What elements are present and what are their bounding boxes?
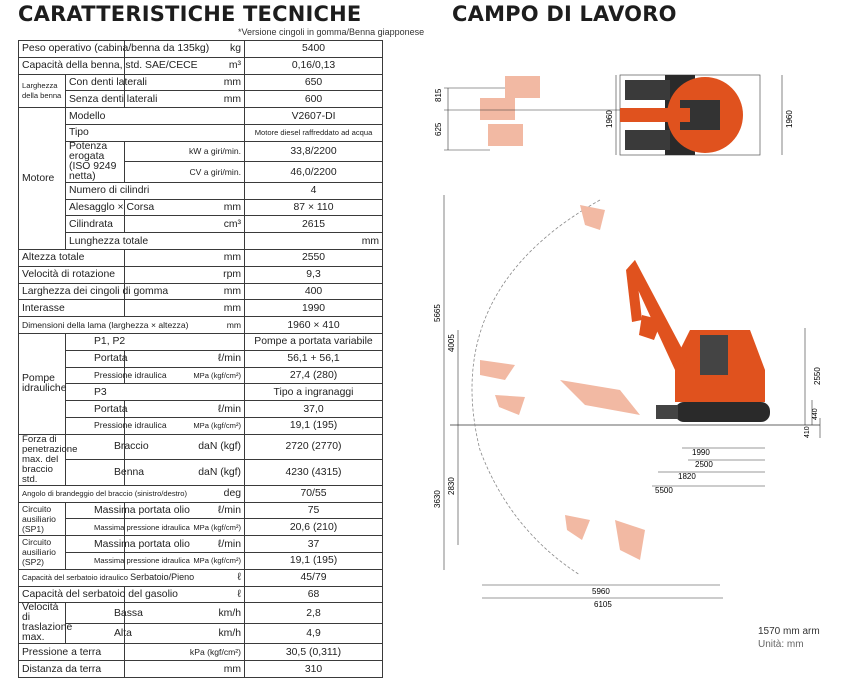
- row-value: 5400: [245, 41, 383, 58]
- row-unit: MPa (kgf/cm²): [125, 367, 245, 384]
- table-row: [19, 300, 383, 317]
- table-row: [19, 623, 383, 644]
- table-row: [19, 417, 383, 434]
- dim-4005: 4005: [447, 334, 456, 352]
- table-row: [19, 124, 383, 141]
- row-label: Massima pressione idraulica: [66, 552, 125, 569]
- row-label-text: Dimensioni della lama (larghezza × altezza): [22, 319, 189, 330]
- table-row: [19, 74, 383, 91]
- table-row: [19, 401, 383, 418]
- table-row: [19, 199, 383, 216]
- row-unit: daN (kgf): [125, 460, 245, 486]
- row-unit: kW a giri/min.: [125, 141, 245, 162]
- row-label: Alesagglo × Corsa: [66, 199, 125, 216]
- row-unit: ℓ: [237, 572, 242, 584]
- row-label: Peso operativo (cabina/benna da 135kg): [19, 41, 125, 58]
- row-unit: m³: [125, 57, 245, 74]
- top-view-excavator: [620, 75, 743, 155]
- table-row: [19, 141, 383, 162]
- group-label: Motore: [19, 108, 66, 250]
- version-note: *Versione cingoli in gomma/Benna giapponese: [238, 27, 425, 37]
- row-label: Portata: [66, 401, 125, 418]
- table-row: [19, 283, 383, 300]
- dim-815: 815: [434, 88, 443, 102]
- row-value: 4,9: [245, 623, 383, 644]
- row-value: 20,6 (210): [245, 519, 383, 536]
- row-value: Tipo a ingranaggi: [245, 384, 383, 401]
- row-value: 45/79: [245, 569, 383, 586]
- table-row: [19, 57, 383, 74]
- row-label: Larghezza dei cingoli di gomma: [19, 283, 125, 300]
- row-label: [19, 569, 245, 586]
- row-value: 70/55: [245, 485, 383, 502]
- row-value: V2607-DI: [245, 108, 383, 125]
- table-row: [19, 333, 383, 350]
- row-unit: MPa (kgf/cm²): [125, 519, 245, 536]
- row-label: Braccio: [66, 434, 125, 460]
- table-row: [19, 266, 383, 283]
- table-row: [19, 603, 383, 624]
- table-row: [19, 41, 383, 58]
- specs-title: CARATTERISTICHE TECNICHE: [18, 2, 362, 26]
- row-label: Portata: [66, 350, 125, 367]
- row-unit: ℓ: [125, 586, 245, 603]
- row-value: 56,1 + 56,1: [245, 350, 383, 367]
- row-value: Pompe a portata variabile: [245, 333, 383, 350]
- row-label: Capacità della benna, std. SAE/CECE: [19, 57, 125, 74]
- row-unit: km/h: [125, 623, 245, 644]
- table-row: [19, 586, 383, 603]
- row-label: Cilindrata: [66, 216, 125, 233]
- row-unit: mm: [226, 319, 242, 330]
- row-label: P1, P2: [66, 333, 245, 350]
- dim-5500: 5500: [655, 486, 673, 495]
- row-value: 0,16/0,13: [245, 57, 383, 74]
- table-row: [19, 552, 383, 569]
- row-value: 68: [245, 586, 383, 603]
- row-label: Pressione idraulica: [66, 367, 125, 384]
- row-value: 37,0: [245, 401, 383, 418]
- row-unit: mm: [245, 233, 383, 250]
- row-value: 2550: [245, 249, 383, 266]
- group-label: Larghezza della benna: [19, 74, 66, 108]
- dim-5960: 5960: [592, 587, 610, 596]
- dim-5665: 5665: [433, 304, 442, 322]
- row-label: Modello: [66, 108, 245, 125]
- row-unit: mm: [125, 283, 245, 300]
- row-value: 1990: [245, 300, 383, 317]
- row-value: 75: [245, 502, 383, 519]
- table-row: [19, 536, 383, 553]
- dim-625: 625: [434, 122, 443, 136]
- dim-1990: 1990: [692, 448, 710, 457]
- row-label: Massima portata olio: [66, 536, 125, 553]
- footnote: [758, 625, 820, 651]
- row-label: Pressione a terra: [19, 644, 125, 661]
- table-row: [19, 384, 383, 401]
- group-label: Velocità di traslazione max.: [19, 603, 66, 644]
- row-label: Benna: [66, 460, 125, 486]
- table-row: [19, 644, 383, 661]
- row-value: 600: [245, 91, 383, 108]
- row-label: P3: [66, 384, 245, 401]
- row-unit: MPa (kgf/cm²): [125, 417, 245, 434]
- table-row: [19, 233, 383, 250]
- work-range-drawing: [420, 30, 840, 620]
- row-value: 9,3: [245, 266, 383, 283]
- row-label: Capacità del serbatoio del gasolio: [19, 586, 125, 603]
- row-value: 310: [245, 661, 383, 678]
- row-unit: mm: [125, 249, 245, 266]
- table-row: [19, 485, 383, 502]
- row-unit: kPa (kgf/cm²): [125, 644, 245, 661]
- row-label: [19, 317, 245, 334]
- row-value: 1960 × 410: [245, 317, 383, 334]
- dim-410: 410: [804, 426, 811, 438]
- table-row: [19, 317, 383, 334]
- row-value: 87 × 110: [245, 199, 383, 216]
- table-row: [19, 91, 383, 108]
- row-label: Massima pressione idraulica: [66, 519, 125, 536]
- row-value: 30,5 (0,311): [245, 644, 383, 661]
- row-unit: MPa (kgf/cm²): [125, 552, 245, 569]
- dim-440: 440: [812, 408, 819, 420]
- table-row: [19, 434, 383, 460]
- row-value: Motore diesel raffreddato ad acqua: [245, 124, 383, 141]
- top-view-ghost-buckets: [480, 76, 540, 146]
- table-row: [19, 519, 383, 536]
- row-unit: daN (kgf): [125, 434, 245, 460]
- row-label: Distanza da terra: [19, 661, 125, 678]
- group-label: Forza di penetrazione max. del braccio std.: [19, 434, 66, 485]
- dim-2550: 2550: [813, 367, 822, 385]
- units-note: Unità: mm: [758, 639, 804, 650]
- row-unit: deg: [223, 488, 242, 500]
- row-unit: rpm: [125, 266, 245, 283]
- row-unit: CV a giri/min.: [125, 162, 245, 183]
- row-label: Interasse: [19, 300, 125, 317]
- row-value: 19,1 (195): [245, 552, 383, 569]
- row-label: Alta: [66, 623, 125, 644]
- row-value: 4230 (4315): [245, 460, 383, 486]
- row-unit: ℓ/min: [125, 350, 245, 367]
- dim-1960-b: 1960: [785, 110, 794, 128]
- row-value: 650: [245, 74, 383, 91]
- row-unit: cm³: [125, 216, 245, 233]
- row-label: Con denti laterali: [66, 74, 125, 91]
- ghost-buckets: [480, 205, 645, 560]
- row-label: Bassa: [66, 603, 125, 624]
- dim-1960-a: 1960: [605, 110, 614, 128]
- row-value: 19,1 (195): [245, 417, 383, 434]
- row-value: 33,8/2200: [245, 141, 383, 162]
- row-label: Senza denti laterali: [66, 91, 125, 108]
- row-label: Tipo: [66, 124, 245, 141]
- row-sublabel: Serbatoio/Pieno: [130, 572, 195, 583]
- row-unit: mm: [125, 661, 245, 678]
- row-label-text: Capacità del serbatoio idraulico: [22, 573, 128, 583]
- table-row: [19, 460, 383, 486]
- specs-table: [18, 40, 383, 678]
- dim-2500: 2500: [695, 460, 713, 469]
- row-value: 46,0/2200: [245, 162, 383, 183]
- row-unit: ℓ/min: [125, 536, 245, 553]
- dim-1820: 1820: [678, 472, 696, 481]
- row-unit: km/h: [125, 603, 245, 624]
- row-label: Massima portata olio: [66, 502, 125, 519]
- group-label: Circuito ausiliario (SP1): [19, 502, 66, 536]
- row-unit: ℓ/min: [125, 401, 245, 418]
- row-value: 37: [245, 536, 383, 553]
- row-unit: kg: [125, 41, 245, 58]
- dim-3630: 3630: [433, 490, 442, 508]
- table-row: [19, 182, 383, 199]
- table-row: [19, 350, 383, 367]
- row-value: 2,8: [245, 603, 383, 624]
- row-label: Potenza erogata (ISO 9249 netta): [66, 141, 125, 182]
- table-row: [19, 367, 383, 384]
- row-label: Pressione idraulica: [66, 417, 125, 434]
- row-unit: mm: [125, 199, 245, 216]
- row-label-text: Angolo di brandeggio del braccio (sinistro/destro): [22, 489, 188, 499]
- dim-2830: 2830: [447, 477, 456, 495]
- group-label: Circuito ausiliario (SP2): [19, 536, 66, 570]
- work-range-title: CAMPO DI LAVORO: [452, 2, 677, 26]
- row-label: Lunghezza totale: [66, 233, 245, 250]
- row-unit: mm: [125, 74, 245, 91]
- arm-length-note: 1570 mm arm: [758, 626, 820, 637]
- row-label: Velocità di rotazione: [19, 266, 125, 283]
- group-label: Pompe idrauliche: [19, 333, 66, 434]
- table-row: [19, 661, 383, 678]
- side-view-excavator: [626, 260, 770, 422]
- row-value: 2720 (2770): [245, 434, 383, 460]
- table-row: [19, 249, 383, 266]
- row-unit: ℓ/min: [125, 502, 245, 519]
- table-row: [19, 569, 383, 586]
- table-row: [19, 216, 383, 233]
- table-row: [19, 108, 383, 125]
- dim-6105: 6105: [594, 600, 612, 609]
- row-label: Numero di cilindri: [66, 182, 245, 199]
- row-label: [19, 485, 245, 502]
- row-value: 27,4 (280): [245, 367, 383, 384]
- row-value: 400: [245, 283, 383, 300]
- row-label: Altezza totale: [19, 249, 125, 266]
- row-value: 4: [245, 182, 383, 199]
- row-unit: mm: [125, 300, 245, 317]
- row-unit: mm: [125, 91, 245, 108]
- row-value: 2615: [245, 216, 383, 233]
- table-row: [19, 502, 383, 519]
